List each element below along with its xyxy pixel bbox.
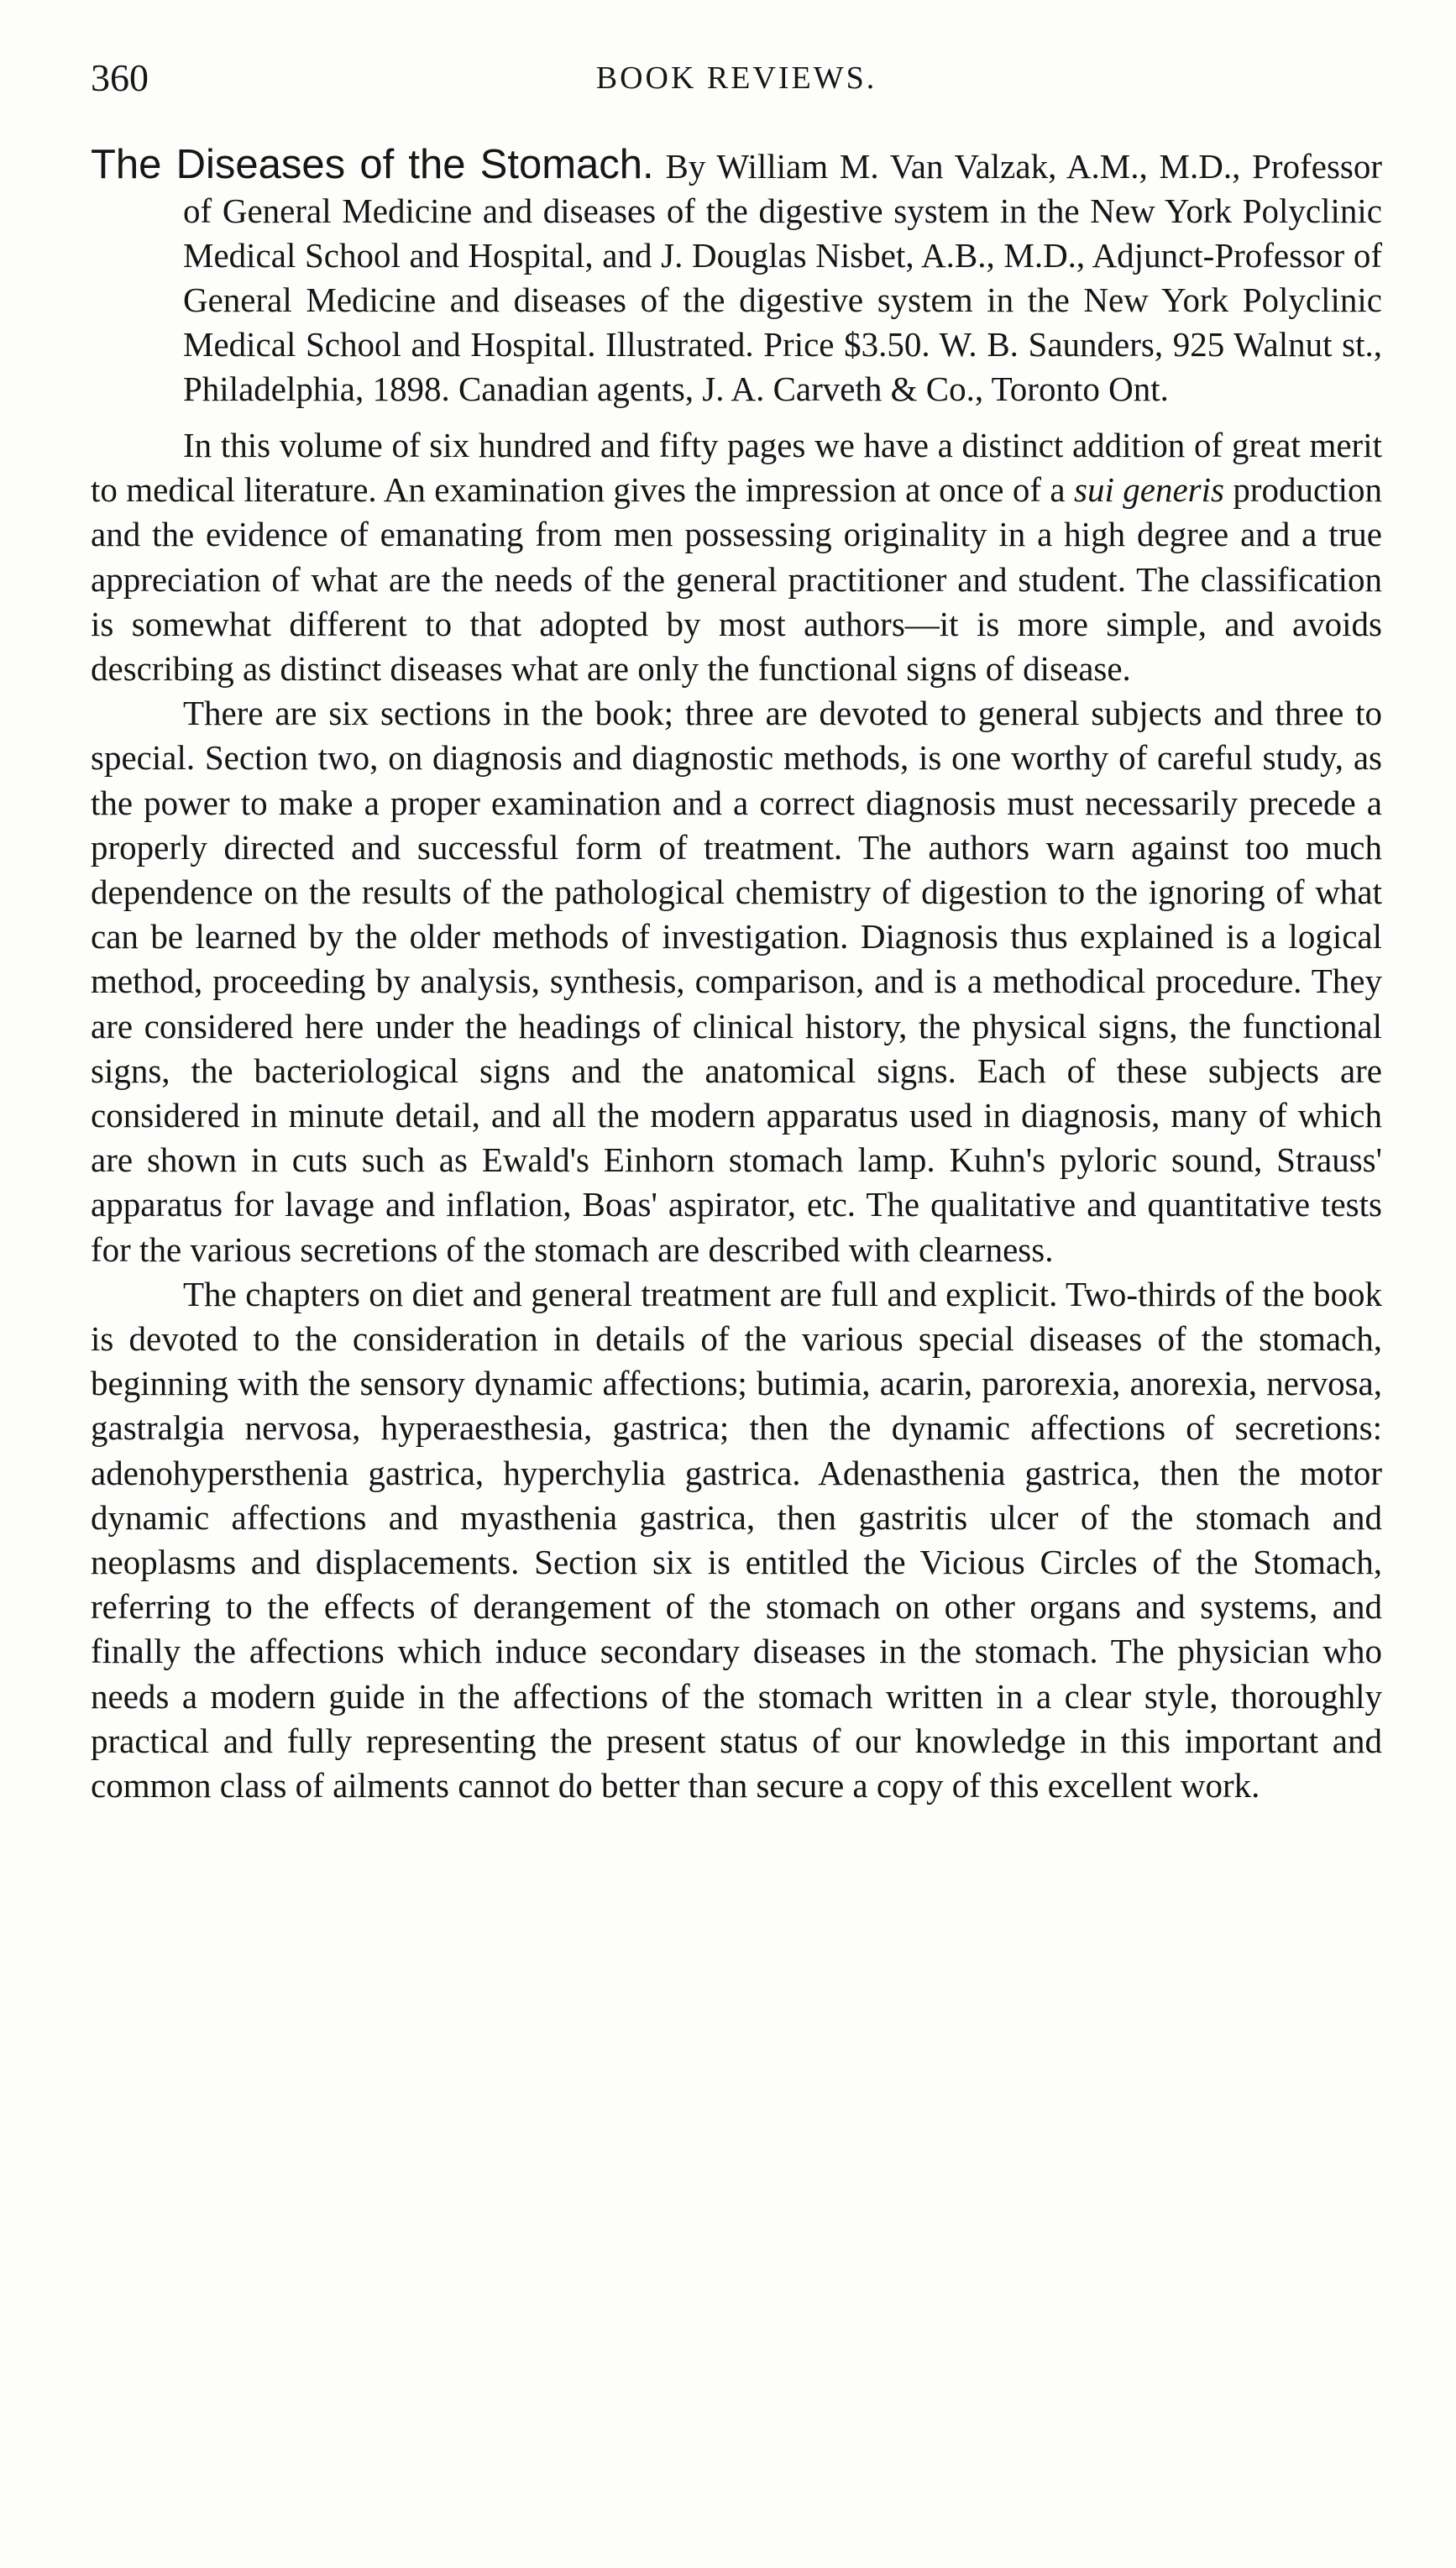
review-citation	[91, 143, 1382, 411]
paragraph-1-italic: sui generis	[1074, 470, 1224, 510]
review-paragraph-1	[91, 423, 1382, 691]
citation-details: By William M. Van Valzak, A.M., M.D., Professor of General Medicine and diseases of the digestive system in the New York Polyclinic Medical School and Hospital, and J. Douglas Nisbet, A.B., M.D., Adjunct-Professor of General Medicine and diseases of the digestive system in the New York Polyclinic Medical School and Hospital. Illustrated. Price $3.50. W. B. Saunders, 925 Walnut st., Philadelphia, 1898. Canadian agents, J. A. Carveth & Co., Toronto Ont.	[183, 147, 1383, 408]
review-body	[91, 143, 1382, 1808]
review-paragraph-3: The chapters on diet and general treatment are full and explicit. Two-thirds of the book is devoted to the consideration in details of the various special diseases of the stomach, beginning with the sensory dynamic affections; butimia, acarin, parorexia, anorexia, nervosa, gastralgia nervosa, hyperaesthesia, gastrica; then the dynamic affections of secretions: adenohypersthenia gastrica, hyperchylia gastrica. Adenasthenia gastrica, then the motor dynamic affections and myasthenia gastrica, then gastritis ulcer of the stomach and neoplasms and displacements. Section six is entitled the Vicious Circles of the Stomach, referring to the effects of derangement of the stomach on other organs and systems, and finally the affections which induce secondary diseases in the stomach. The physician who needs a modern guide in the affections of the stomach written in a clear style, thoroughly practical and fully representing the present status of our knowledge in this important and common class of ailments cannot do better than secure a copy of this excellent work.	[91, 1274, 1382, 1805]
page-header	[91, 49, 1382, 107]
page-number: 360	[91, 56, 149, 99]
paragraph-1-text-a: In this volume of six hundred and fifty pages we have a distinct addition of great merit to medical literature. An examination gives the impression at once of a	[91, 426, 1382, 510]
running-head: BOOK REVIEWS.	[595, 60, 877, 96]
review-paragraph-2: There are six sections in the book; three are devoted to general subjects and three to special. Section two, on diagnosis and diagnostic methods, is one worthy of careful study, as the power to make a proper examination and a correct diagnosis must necessarily precede a properly directed and successful form of treatment. The authors warn against too much dependence on the results of the pathological chemistry of digestion to the ignoring of what can be learned by the older methods of investigation. Diagnosis thus explained is a logical method, proceeding by analysis, synthesis, comparison, and is a methodical procedure. They are considered here under the headings of clinical history, the physical signs, the functional signs, the bacteriological signs and the anatomical signs. Each of these subjects are considered in minute detail, and all the modern apparatus used in diagnosis, many of which are shown in cuts such as Ewald's Einhorn stomach lamp. Kuhn's pyloric sound, Strauss' apparatus for lavage and inflation, Boas' aspirator, etc. The qualitative and quantitative tests for the various secretions of the stomach are described with clearness.	[91, 694, 1382, 1269]
paragraph-1-text-b: production and the evidence of emanating from men possessing originality in a high degree and a true appreciation of what are the needs of the general practitioner and student. The classification is somewhat different to that adopted by most authors—it is more simple, and avoids describing as distinct diseases what are only the functional signs of disease.	[91, 470, 1383, 689]
book-title: The Diseases of the Stomach.	[91, 142, 654, 187]
